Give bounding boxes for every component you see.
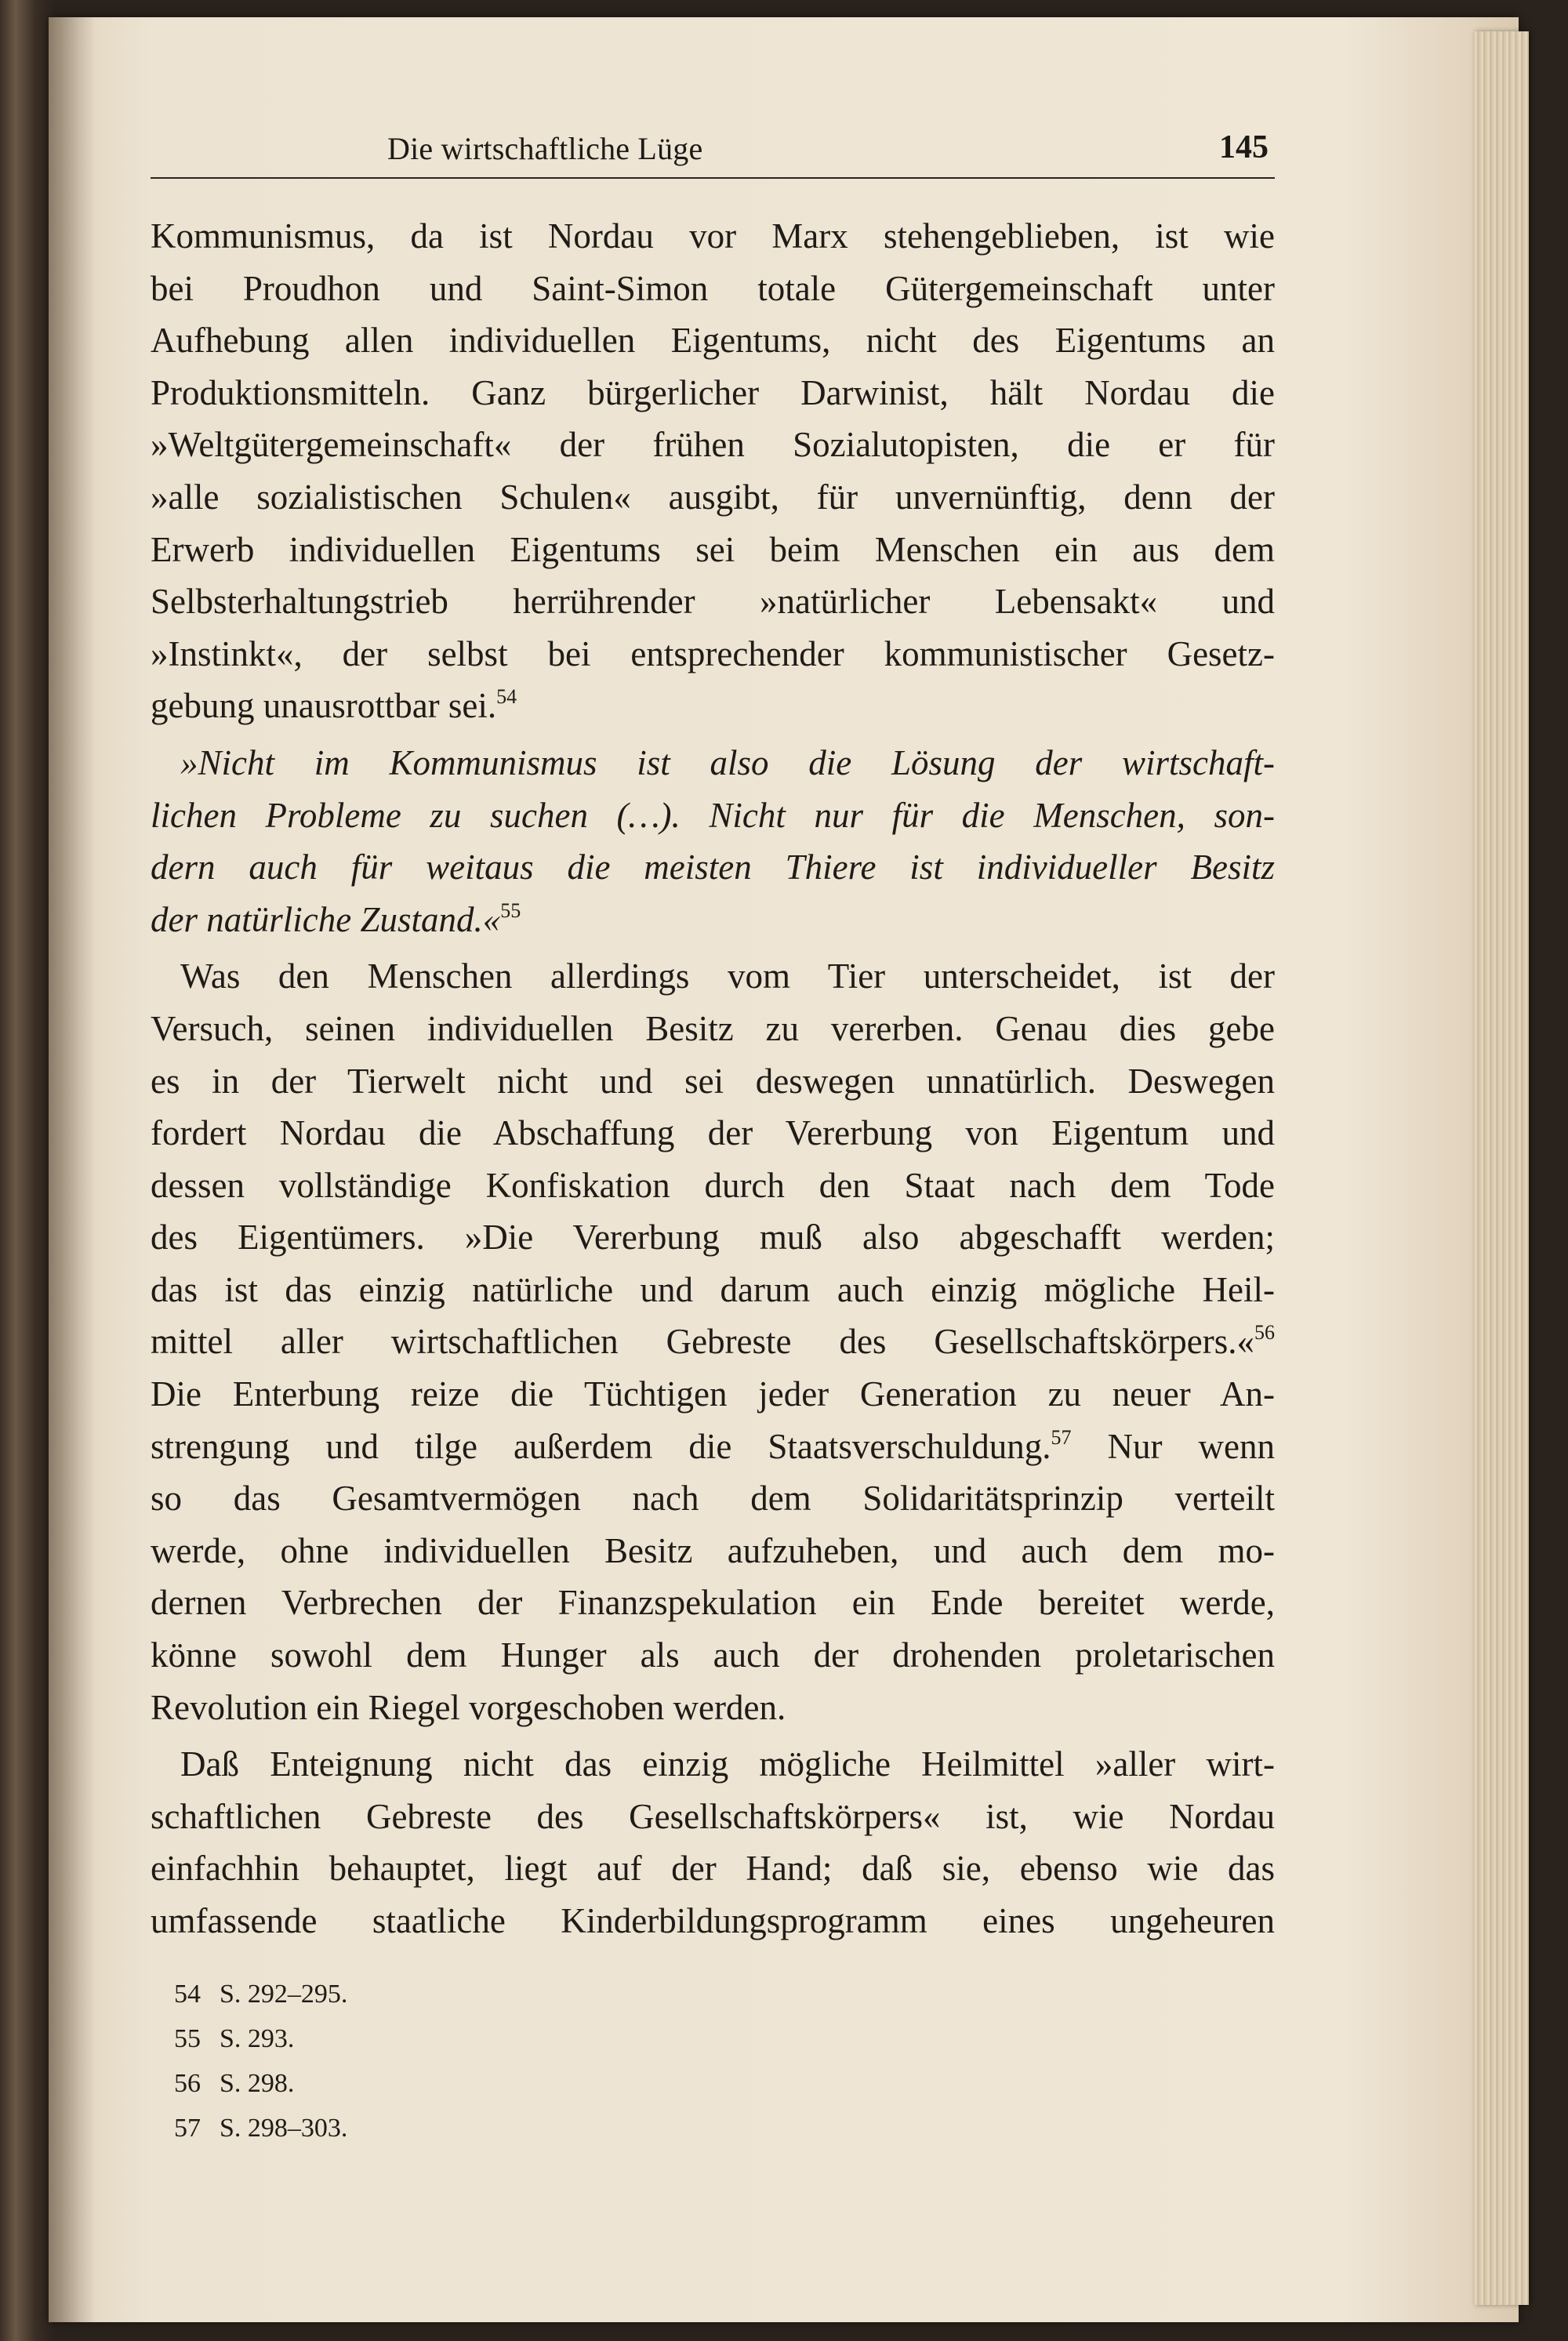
page-edges (1474, 31, 1529, 2305)
text-line: Erwerb individuellen Eigentums sei beim Menschen ein aus dem (151, 529, 1275, 569)
text-line: so das Gesamtvermögen nach dem Solidaritätsprinzip verteilt (151, 1479, 1275, 1519)
line-text: strengung und tilge außerdem die Staatsverschuldung. (151, 1426, 1051, 1466)
footnote-text: S. 293. (220, 2024, 295, 2053)
text-line: des Eigentümers. »Die Vererbung muß also abgeschafft werden; (151, 1218, 1275, 1258)
footnote-number: 55 (174, 2024, 201, 2053)
text-line: Aufhebung allen individuellen Eigentums, nicht des Eigentums an (151, 321, 1275, 361)
body-text (151, 210, 1275, 1947)
footnote-ref: 56 (1254, 1321, 1275, 1345)
text-line: lichen Probleme zu suchen (…). Nicht nur für die Menschen, son- (151, 795, 1275, 835)
paragraph-1 (151, 210, 1275, 732)
text-line: werde, ohne individuellen Besitz aufzuheben, und auch dem mo- (151, 1530, 1275, 1570)
text-line: das ist das einzig natürliche und darum auch einzig mögliche Heil- (151, 1269, 1275, 1309)
text-line: dern auch für weitaus die meisten Thiere ist individueller Besitz (151, 847, 1275, 887)
footnote-text: S. 298. (220, 2069, 295, 2098)
footnote-ref: 55 (500, 898, 521, 922)
text-line: Was den Menschen allerdings vom Tier unterscheidet, ist der (180, 956, 1275, 996)
footnote-number: 56 (174, 2069, 201, 2098)
line-text: der natürliche Zustand.« (151, 899, 501, 939)
line-text: gebung unausrottbar sei. (151, 686, 497, 726)
footnotes (174, 1972, 347, 2150)
text-line: umfassende staatliche Kinderbildungsprogramm eines ungeheuren (151, 1901, 1275, 1940)
text-line: schaftlichen Gebreste des Gesellschaftskörpers« ist, wie Nordau (151, 1796, 1275, 1836)
text-line: bei Proudhon und Saint-Simon totale Gütergemeinschaft unter (151, 268, 1275, 308)
paragraph-2-quote (151, 737, 1275, 945)
text-line: Selbsterhaltungstrieb herrührender »natürlicher Lebensakt« und (151, 582, 1275, 622)
text-line: Daß Enteignung nicht das einzig mögliche Heilmittel »aller wirt- (180, 1744, 1275, 1784)
page-number: 145 (1219, 129, 1269, 165)
footnote-number: 54 (174, 1980, 201, 2009)
text-line: einfachhin behauptet, liegt auf der Hand; daß sie, ebenso wie das (151, 1849, 1275, 1889)
text-line: Revolution ein Riegel vorgeschoben werden. (151, 1687, 786, 1727)
text-line (151, 894, 1275, 946)
text-line: Versuch, seinen individuellen Besitz zu vererben. Genau dies gebe (151, 1008, 1275, 1048)
running-title: Die wirtschaftliche Lüge (387, 131, 703, 166)
footnote-ref: 57 (1051, 1425, 1072, 1449)
text-line: Produktionsmitteln. Ganz bürgerlicher Darwinist, hält Nordau die (151, 372, 1275, 412)
text-line: Kommunismus, da ist Nordau vor Marx stehengeblieben, ist wie (151, 216, 1275, 256)
paragraph-4 (151, 1738, 1275, 1947)
footnote-text: S. 292–295. (220, 1980, 348, 2009)
footnote (174, 2106, 347, 2150)
text-line: »Instinkt«, der selbst bei entsprechender kommunistischer Gesetz- (151, 633, 1275, 673)
line-text: mittel aller wirtschaftlichen Gebreste des Gesellschaftskörpers.« (151, 1322, 1254, 1362)
paragraph-3 (151, 950, 1275, 1733)
text-line: dernen Verbrechen der Finanzspekulation ein Ende bereitet werde, (151, 1583, 1275, 1623)
footnote (174, 1972, 347, 2016)
text-line (151, 680, 1275, 732)
text-line: könne sowohl dem Hunger als auch der drohenden proletarischen (151, 1635, 1275, 1675)
text-line (151, 1421, 1275, 1473)
footnote-number: 57 (174, 2114, 201, 2143)
text-line: fordert Nordau die Abschaffung der Vererbung von Eigentum und (151, 1113, 1275, 1153)
header-rule (151, 177, 1275, 179)
footnote (174, 2016, 347, 2061)
footnote (174, 2061, 347, 2106)
text-line (151, 1316, 1275, 1368)
running-header (151, 124, 1275, 179)
line-text: Nur wenn (1071, 1426, 1275, 1466)
footnote-text: S. 298–303. (220, 2114, 348, 2143)
gutter-shadow (49, 17, 96, 2322)
text-line: »alle sozialistischen Schulen« ausgibt, für unvernünftig, denn der (151, 477, 1275, 517)
text-line: »Nicht im Kommunismus ist also die Lösung der wirtschaft- (180, 742, 1275, 782)
text-line: dessen vollständige Konfiskation durch den Staat nach dem Tode (151, 1165, 1275, 1205)
text-line: »Weltgütergemeinschaft« der frühen Sozialutopisten, die er für (151, 425, 1275, 465)
text-line: es in der Tierwelt nicht und sei deswegen unnatürlich. Deswegen (151, 1061, 1275, 1101)
text-line: Die Enterbung reize die Tüchtigen jeder Generation zu neuer An- (151, 1374, 1275, 1414)
footnote-ref: 54 (496, 685, 517, 709)
